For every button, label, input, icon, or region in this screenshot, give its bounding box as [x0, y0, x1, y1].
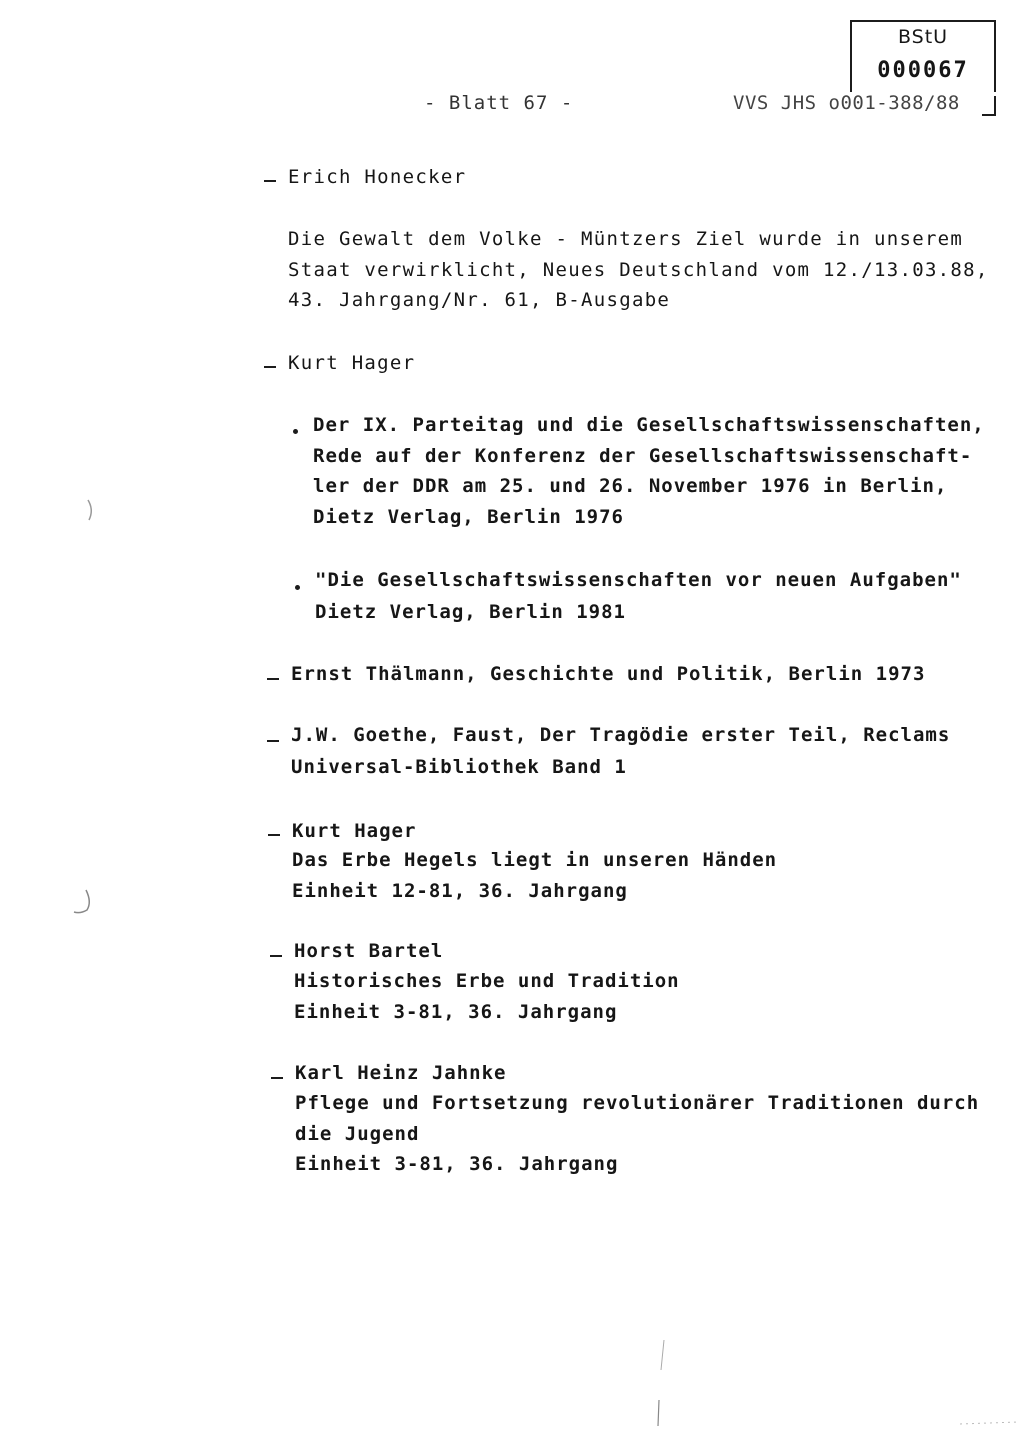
entry-line: Einheit 3-81, 36. Jahrgang: [294, 1001, 618, 1023]
entry-author: Erich Honecker: [288, 166, 467, 188]
stamp-number: 000067: [877, 58, 969, 83]
entry-line: Horst Bartel: [294, 940, 444, 962]
entry-line: Karl Heinz Jahnke: [295, 1062, 507, 1084]
entry-line: Historisches Erbe und Tradition: [294, 970, 680, 992]
stamp-org: BStU: [897, 26, 949, 48]
reference-bracket: [982, 96, 996, 116]
entry-line: Einheit 3-81, 36. Jahrgang: [295, 1153, 619, 1175]
entry-line: Dietz Verlag, Berlin 1976: [313, 506, 624, 528]
entry-line: Der IX. Parteitag und die Gesellschaftswissenschaften,: [313, 414, 985, 436]
entry-line: Rede auf der Konferenz der Gesellschaftswissenschaft-: [313, 445, 973, 467]
entry-line: Dietz Verlag, Berlin 1981: [315, 601, 626, 623]
entry-line: die Jugend: [295, 1123, 420, 1145]
entry-line: Universal-Bibliothek Band 1: [291, 756, 627, 778]
list-dash: [264, 366, 276, 368]
entry-line: "Die Gesellschaftswissenschaften vor neuen Aufgaben": [315, 569, 962, 591]
list-dash: [268, 834, 280, 836]
list-dash: [271, 1077, 283, 1079]
scan-bottom-marks: [640, 1330, 1020, 1430]
document-reference: VVS JHS o001-388/88: [733, 92, 960, 114]
list-dash: [264, 180, 276, 182]
list-dash: [267, 740, 279, 742]
entry-line: Kurt Hager: [292, 820, 417, 842]
sheet-number: - Blatt 67 -: [424, 92, 574, 114]
list-dash: [267, 678, 279, 680]
archive-stamp: [850, 20, 996, 92]
entry-line: Pflege und Fortsetzung revolutionärer Traditionen durch: [295, 1092, 980, 1114]
entry-line: Ernst Thälmann, Geschichte und Politik, Berlin 1973: [291, 663, 926, 685]
entry-line: 43. Jahrgang/Nr. 61, B-Ausgabe: [288, 289, 671, 311]
entry-line: Einheit 12-81, 36. Jahrgang: [292, 880, 628, 902]
entry-line: Die Gewalt dem Volke - Müntzers Ziel wurde in unserem: [288, 228, 964, 250]
entry-line: J.W. Goethe, Faust, Der Tragödie erster Teil, Reclams: [291, 724, 951, 746]
bullet-dot: [295, 585, 300, 590]
entry-author: Kurt Hager: [288, 352, 416, 374]
bullet-dot: [293, 429, 298, 434]
entry-line: ler der DDR am 25. und 26. November 1976 in Berlin,: [313, 475, 948, 497]
list-dash: [270, 955, 282, 957]
entry-line: Staat verwirklicht, Neues Deutschland vom 12./13.03.88,: [288, 259, 989, 281]
entry-line: Das Erbe Hegels liegt in unseren Händen: [292, 849, 778, 871]
scan-margin-marks: [70, 490, 110, 930]
